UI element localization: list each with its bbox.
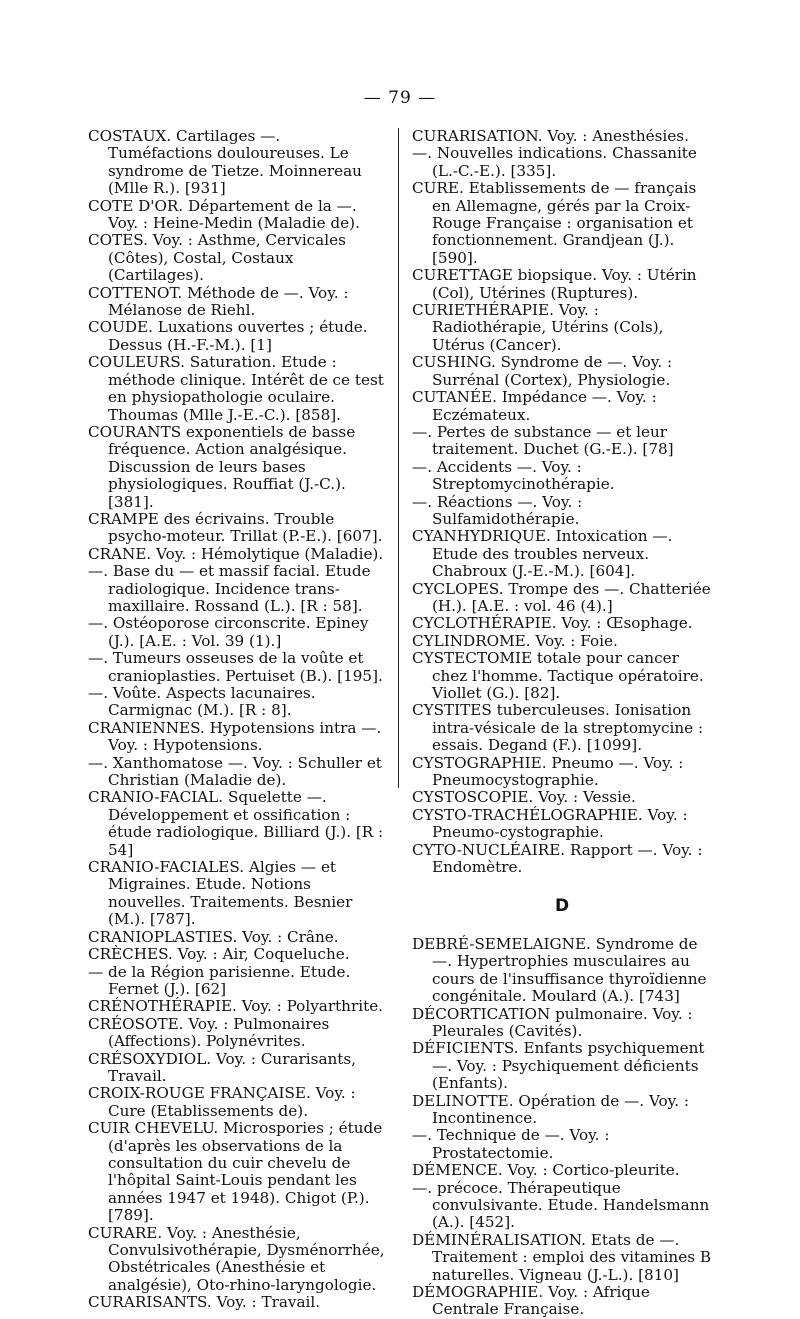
index-entry: CRÉNOTHÉRAPIE. Voy. : Polyarthrite.	[88, 997, 384, 1016]
page-number: — 79 —	[363, 88, 437, 108]
index-entry: CYSTECTOMIE totale pour cancer chez l'homme. Tactique opératoire. Viollet (G.). [82].	[412, 649, 704, 702]
index-entry: CRÉSOXYDIOL. Voy. : Curarisants, Travail.	[88, 1049, 357, 1085]
index-entry: CRANIENNES. Hypotensions intra —. Voy. : Hypotensions.	[88, 718, 382, 755]
index-entry: — de la Région parisienne. Etude. Fernet (J.). [62]	[88, 962, 351, 998]
index-entry: CYCLOPES. Trompe des —. Chatteriée (H.). [A.E. : vol. 46 (4).]	[412, 579, 711, 615]
index-entry: CYSTITES tuberculeuses. Ionisation intra-vésicale de la streptomycine : essais. Degand (F.). [1099].	[412, 701, 704, 755]
index-entry: CYLINDROME. Voy. : Foie.	[412, 631, 618, 650]
index-entry: DÉMOGRAPHIE. Voy. : Afrique Centrale Française.	[412, 1283, 650, 1319]
index-entry: COTES. Voy. : Asthme, Cervicales (Côtes), Costal, Costaux (Cartilages).	[88, 231, 346, 285]
index-entry: CURARISANTS. Voy. : Travail.	[88, 1293, 321, 1312]
index-entry: —. Pertes de substance — et leur traitement. Duchet (G.-E.). [78]	[412, 422, 674, 459]
index-entry: —. Tumeurs osseuses de la voûte et cranioplasties. Pertuiset (B.). [195].	[88, 649, 383, 685]
index-entry: CYSTO-TRACHÉLOGRAPHIE. Voy. : Pneumo-cystographie.	[412, 805, 688, 842]
index-entry: —. Réactions —. Voy. : Sulfamidothérapie.	[412, 492, 583, 528]
index-entry: COULEURS. Saturation. Etude : méthode clinique. Intérêt de ce test en physiopathologie oculaire. Thoumas (Mlle J.-E.-C.). [858].	[88, 353, 384, 424]
index-entry: CRANIOPLASTIES. Voy. : Crâne.	[88, 927, 339, 946]
index-entry: CRAMPE des écrivains. Trouble psycho-moteur. Trillat (P.-E.). [607].	[88, 509, 383, 546]
index-entry: DÉCORTICATION pulmonaire. Voy. : Pleurales (Cavités).	[412, 1004, 693, 1040]
section-letter: D	[554, 896, 570, 917]
index-entry: —. précoce. Thérapeutique convulsivante. Etude. Handelsmann (A.). [452].	[412, 1178, 710, 1232]
index-entry: COTTENOT. Méthode de —. Voy. : Mélanose de Riehl.	[88, 283, 349, 320]
index-entry: CROIX-ROUGE FRANÇAISE. Voy. : Cure (Etablissements de).	[88, 1084, 356, 1120]
index-entry: CURARE. Voy. : Anesthésie, Convulsivothérapie, Dysménorrhée, Obstétricales (Anesthésie et analgésie), Oto-rhino-laryngologie.	[88, 1223, 385, 1294]
index-entry: —. Voûte. Aspects lacunaires. Carmignac (M.). [R : 8].	[88, 684, 316, 720]
index-entry: CYTO-NUCLÉAIRE. Rapport —. Voy. : Endomètre.	[412, 840, 703, 877]
index-entry: CUSHING. Syndrome de —. Voy. : Surrénal (Cortex), Physiologie.	[412, 353, 673, 389]
index-entry: DÉMENCE. Voy. : Cortico-pleurite.	[412, 1161, 680, 1180]
index-entry: COTE D'OR. Département de la —. Voy. : Heine-Medin (Maladie de).	[88, 196, 360, 233]
index-entry: CURIETHÉRAPIE. Voy. : Radiothérapie, Utérins (Cols), Utérus (Cancer).	[412, 301, 664, 354]
index-entry: CUIR CHEVELU. Microspories ; étude (d'après les observations de la consultation du cuir chevelu de l'hôpital Saint-Louis pendant les années 1947 et 1948). Chigot (P.). [789].	[88, 1119, 383, 1225]
index-entry: COURANTS exponentiels de basse fréquence. Action analgésique. Discussion de leurs bases physiologiques. Rouffiat (J.-C.). [381].	[88, 422, 356, 511]
index-entry: —. Base du — et massif facial. Etude radiologique. Incidence trans-maxillaire. Rossand (L.). [R : 58].	[88, 562, 371, 615]
index-entry: CYSTOGRAPHIE. Pneumo —. Voy. : Pneumocystographie.	[412, 753, 684, 790]
index-entry: CRANIO-FACIAL. Squelette —. Développement et ossification : étude radiologique. Billiard (J.). [R : 54]	[88, 788, 384, 859]
index-entry: CRÉOSOTE. Voy. : Pulmonaires (Affections). Polynévrites.	[88, 1014, 330, 1051]
index-entry: DÉMINÉRALISATION. Etats de —. Traitement : emploi des vitamines B naturelles. Vigneau (J.-L.). [810]	[412, 1230, 711, 1284]
index-entry: DELINOTTE. Opération de —. Voy. : Incontinence.	[412, 1091, 689, 1127]
index-entry: CRÈCHES. Voy. : Air, Coqueluche.	[88, 945, 350, 964]
index-entry: CURETTAGE biopsique. Voy. : Utérin (Col), Utérines (Ruptures).	[412, 266, 697, 302]
index-entry: COSTAUX. Cartilages —. Tuméfactions douloureuses. Le syndrome de Tietze. Moinnereau (Mlle R.). [931]	[88, 127, 362, 198]
index-entry: —. Ostéoporose circonscrite. Epiney (J.). [A.E. : Vol. 39 (1).]	[88, 614, 369, 650]
index-entry: CRANE. Voy. : Hémolytique (Maladie).	[88, 544, 384, 563]
index-entry: —. Nouvelles indications. Chassanite (L.-C.-E.). [335].	[412, 144, 697, 180]
index-entry: CUTANÉE. Impédance —. Voy. : Eczémateux.	[412, 388, 657, 424]
index-entry: CYSTOSCOPIE. Voy. : Vessie.	[412, 788, 636, 807]
index-entry: CYANHYDRIQUE. Intoxication —. Etude des troubles nerveux. Chabroux (J.-E.-M.). [604].	[412, 527, 673, 581]
index-entry: COUDE. Luxations ouvertes ; étude. Dessus (H.-F.-M.). [1]	[88, 318, 368, 354]
index-entry: CURARISATION. Voy. : Anesthésies.	[412, 127, 689, 145]
left-column	[88, 128, 388, 1312]
index-entry: —. Xanthomatose —. Voy. : Schuller et Christian (Maladie de).	[88, 753, 382, 790]
column-divider	[398, 128, 399, 788]
right-column	[412, 128, 712, 1319]
index-entry: —. Technique de —. Voy. : Prostatectomie.	[412, 1126, 610, 1162]
index-entry: DEBRÉ-SEMELAIGNE. Syndrome de —. Hypertrophies musculaires au cours de l'insuffisance thyroïdienne congénitale. Moulard (A.). [743]	[412, 934, 707, 1006]
index-entry: CURE. Etablissements de — français en Allemagne, gérés par la Croix-Rouge Française : organisation et fonctionnement. Grandjean (J.). [590].	[412, 179, 697, 267]
index-entry: CRANIO-FACIALES. Algies — et Migraines. Etude. Notions nouvelles. Traitements. Besnier (M.). [787].	[88, 858, 353, 929]
index-entry: DÉFICIENTS. Enfants psychiquement —. Voy. : Psychiquement déficients (Enfants).	[412, 1039, 705, 1093]
index-entry: CYCLOTHÉRAPIE. Voy. : Œsophage.	[412, 614, 693, 633]
index-entry: —. Accidents —. Voy. : Streptomycinothérapie.	[412, 457, 615, 494]
